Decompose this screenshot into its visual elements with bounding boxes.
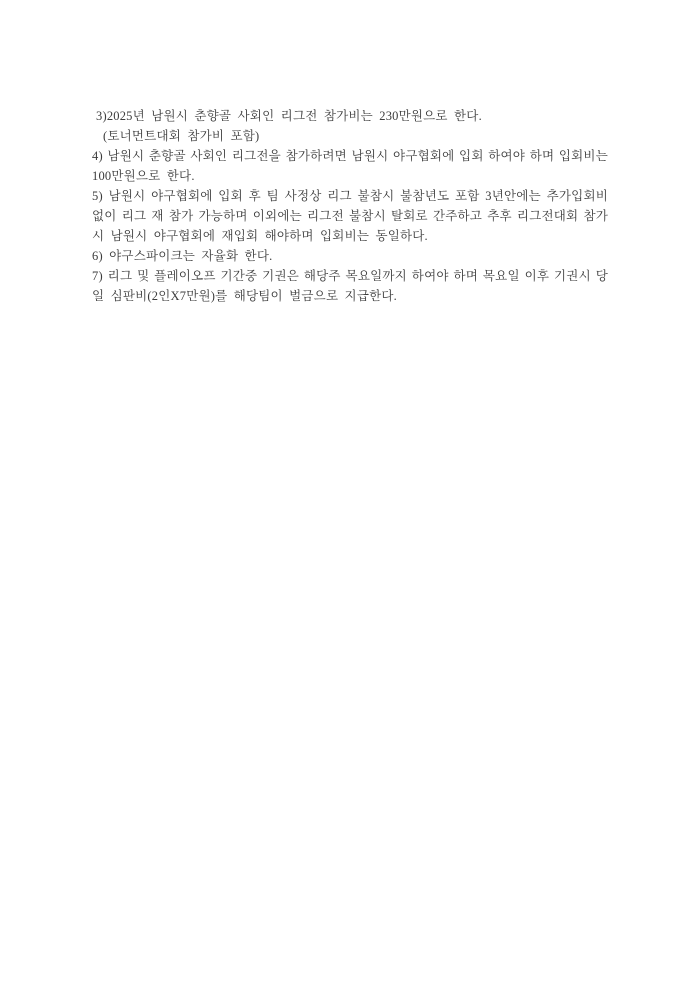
text-line: 6) 야구스파이크는 자율화 한다.: [92, 249, 273, 263]
text-line: 4) 남원시 춘향골 사회인 리그전을 참가하려면 남원시 야구협회에 입회 하여야 하며 입회비는: [92, 149, 608, 163]
text-line: 없이 리그 재 참가 가능하며 이외에는 리그전 불참시 탈회로 간주하고 추후 리그전대회 참가: [92, 209, 608, 223]
text-line: 시 남원시 야구협회에 재입회 해야하며 입회비는 동일하다.: [92, 229, 428, 243]
text-line: 5) 남원시 야구협회에 입회 후 팀 사정상 리그 불참시 불참년도 포함 3년안에는 추가입회비: [92, 189, 608, 203]
text-line: 3)2025년 남원시 춘향골 사회인 리그전 참가비는 230만원으로 한다.: [96, 109, 482, 123]
text-line: 100만원으로 한다.: [92, 169, 195, 183]
text-line: (토너먼트대회 참가비 포함): [103, 129, 260, 143]
text-line: 7) 리그 및 플레이오프 기간중 기권은 해당주 목요일까지 하여야 하며 목요일 이후 기권시 당: [92, 269, 608, 283]
document-text-block: [92, 106, 608, 306]
text-line: 일 심판비(2인X7만원)를 해당팀이 벌금으로 지급한다.: [92, 289, 397, 303]
